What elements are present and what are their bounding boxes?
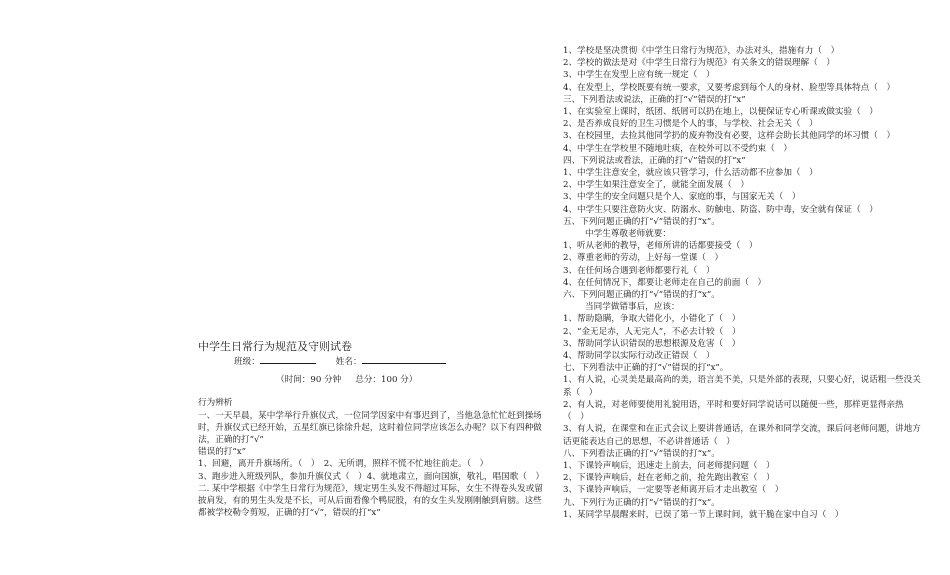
question-line: 3、帮助同学认识错误的思想根源及危害（ ） (563, 338, 741, 349)
document-title: 中学生日常行为规范及守则试卷 (198, 340, 352, 353)
exam-time: （时间：90 分钟 (276, 375, 342, 386)
sub-heading: 中学生尊敬老师就要： (585, 229, 671, 240)
section-heading: 九、下列行为正确的打“√”错误的打“x”。 (563, 497, 720, 508)
question-line: 3、中学生的安全问题只是个人、家庭的事，与国家无关（ ） (563, 192, 801, 203)
question-line: 1、下课铃声响后，迅速走上前去，问老师提问题（ ） (563, 460, 775, 471)
question-line: 2、尊重老师的劳动，上好每一堂课（ ） (563, 253, 724, 264)
question-line: 4、在任何情况下，都要让老师走在自己的前面（ ） (563, 277, 767, 288)
question-line: 1、听从老师的教导，老师所讲的话都要接受（ ） (563, 241, 758, 252)
name-blank (362, 354, 446, 364)
question-line: 2、中学生如果注意安全了，就能全面发展（ ） (563, 180, 749, 191)
question-text: 二. 某中学根据《中学生日常行为规范》，规定男生头发不得超过耳际，女生不得卷头发或留披肩发，有的男生头发是不长，可从后面看像个鸭屁股，有的女生头发刚刚触到肩膀。这些都被学校勒令剪短，正确的打“√”，错误的打“x” (198, 483, 543, 519)
question-line: 2、学校的做法是对《中学生日常行为规范》有关条文的错误理解（ ） (563, 58, 835, 69)
question-line: 3、有人说，在课堂和在正式会议上要讲普通话，在课外和同学交流，课后问老师问题，讲地方话更能表达自己的思想，不必讲普通话（ ） (563, 424, 921, 447)
section-heading: 六、下列问题正确的打“√”错误的打“x”。 (563, 290, 720, 301)
exam-score: 总分：100 分） (355, 375, 418, 386)
question-line: 4、中学生只要注意防火灾、防溺水、防触电、防盗、防中毒，安全就有保证（ ） (563, 204, 878, 215)
section-heading: 八、下列看法正确的打“√”错误的打“x”。 (563, 448, 720, 459)
option-line: 3、跑步进入班级列队，参加升旗仪式（ ）4、就地肃立，面向国旗，敬礼，唱国歌（ ） (198, 471, 545, 482)
student-info-fields (198, 354, 550, 368)
question-line: 2、有人说，对老师要使用礼貌用语，平时和要好同学说话可以随便一些，那样更显得亲热（ ） (563, 399, 904, 423)
sub-heading: 当同学做错事后，应该： (585, 302, 680, 313)
question-line: 3、在任何场合遇到老师都要行礼（ ） (563, 265, 715, 276)
question-line: 1、学校是坚决贯彻《中学生日常行为规范》，办法对头，措施有力（ ） (563, 46, 840, 56)
section-heading: 七、下列看法中正确的打“√”错误的打“x”。 (563, 363, 729, 374)
question-line: 3、中学生在发型上应有统一规定（ ） (563, 70, 715, 81)
section-heading: 三、下列看法或说法，正确的打“√”错误的打“x” (563, 94, 746, 105)
name-label: 姓名： (335, 357, 362, 367)
section-heading: 行为辨析 (198, 398, 233, 409)
question-line: 1、某同学早晨醒来时，已误了第一节上课时间，就干脆在家中自习（ ） (563, 509, 844, 520)
class-label: 班级： (234, 357, 260, 367)
question-line: 2、“金无足赤，人无完人”，不必去计较（ ） (563, 326, 741, 337)
question-line: 1、中学生注意安全，就应该只管学习，什么活动都不应参加（ ） (563, 168, 818, 179)
question-line: 1、帮助隐瞒，争取大错化小，小错化了（ ） (563, 314, 741, 325)
option-line: 1、回避，离开升旗场所。（ ） 2、无所谓，照样不慌不忙地往前走。（ ） (198, 459, 489, 470)
question-line: 4、在发型上，学校既要有统一要求，又要考虑到每个人的身材、脸型等具体特点（ ） (563, 82, 896, 93)
exam-meta (198, 374, 550, 386)
question-line: 3、在校园里，去捡其他同学扔的废弃物没有必要，这样会助长其他同学的坏习惯（ ） (563, 131, 896, 142)
question-line: 2、下课铃声响后，赶在老师之前，抢先跑出教室（ ） (563, 473, 775, 484)
left-column (198, 340, 550, 519)
question-text: 错误的打“x” (198, 447, 247, 458)
question-line: 1、在实验室上课时，纸团、纸屑可以扔在地上，以便保证专心听课或做实验（ ） (563, 107, 878, 118)
question-line: 1、有人说，心灵美是最高尚的美，语言美不美，只是外部的表现，只要心好，说话粗一些没关系（ ） (563, 375, 921, 398)
question-text: 一、一天早晨，某中学举行升旗仪式，一位同学因家中有事迟到了，当他急急忙忙赶到操场时，升旗仪式已经开始，五星红旗已徐徐升起，这时着位同学应该怎么办呢？以下有四种做法，正确的打“√” (198, 410, 542, 446)
section-heading: 五、下列问题正确的打“√”错误的打“x”。 (563, 216, 720, 227)
class-blank (260, 354, 316, 364)
right-column (563, 45, 923, 521)
question-line: 3、下课铃声响后，一定要等老师离开后才走出教室（ ） (563, 485, 784, 496)
question-line: 4、帮助同学以实际行动改正错误（ ） (563, 351, 715, 362)
question-line: 4、中学生在学校里不随地吐痰，在校外可以不受约束（ ） (563, 143, 792, 154)
question-line: 2、是否养成良好的卫生习惯是个人的事，与学校、社会无关（ ） (563, 119, 818, 130)
section-heading: 四、下列说法或看法，正确的打“√”错误的打“x” (563, 155, 746, 166)
